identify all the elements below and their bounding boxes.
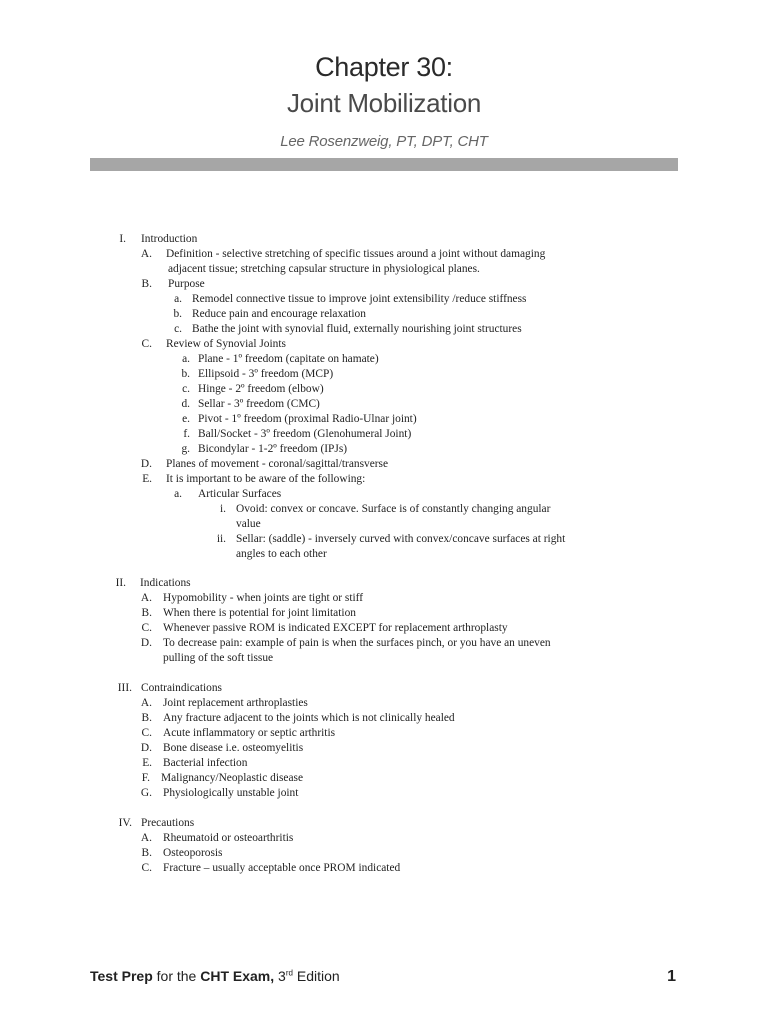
item-text: Definition - selective stretching of specific tissues around a joint without damaging: [166, 248, 546, 260]
item-marker: B.: [141, 847, 152, 859]
item-marker: C.: [141, 338, 152, 350]
section-marker: IV.: [118, 817, 132, 829]
subitem-text: Remodel connective tissue to improve joint extensibility /reduce stiffness: [192, 293, 527, 305]
subitem-text: Reduce pain and encourage relaxation: [192, 308, 366, 320]
item-text: When there is potential for joint limitation: [163, 607, 356, 619]
subitem-marker: a.: [174, 293, 182, 305]
item-text: Purpose: [168, 278, 205, 290]
subitem-marker: c.: [174, 323, 182, 335]
item-marker: B.: [141, 607, 152, 619]
header-rule: [90, 158, 678, 171]
subitem-text: Pivot - 1º freedom (proximal Radio-Ulnar joint): [198, 413, 417, 425]
item-text: Planes of movement - coronal/sagittal/transverse: [166, 458, 389, 470]
item-marker: C.: [141, 727, 152, 739]
item-text: Whenever passive ROM is indicated EXCEPT for replacement arthroplasty: [163, 622, 508, 634]
subitem-marker: a.: [174, 488, 182, 500]
subsubitem-text: Ovoid: convex or concave. Surface is of constantly changing angular: [236, 503, 551, 515]
item-text: Osteoporosis: [163, 847, 223, 859]
item-marker: C.: [141, 862, 152, 874]
subitem-marker: d.: [181, 398, 190, 410]
item-text: Hypomobility - when joints are tight or stiff: [163, 592, 364, 604]
section-marker: III.: [117, 682, 132, 694]
section-heading: Contraindications: [141, 682, 222, 694]
item-text: Joint replacement arthroplasties: [163, 697, 308, 709]
subitem-text: Articular Surfaces: [198, 488, 282, 500]
subitem-marker: f.: [183, 428, 190, 440]
item-text: Rheumatoid or osteoarthritis: [163, 832, 294, 844]
subitem-marker: c.: [182, 383, 190, 395]
item-text: It is important to be aware of the following:: [166, 473, 366, 485]
section-marker: I.: [119, 233, 126, 245]
item-marker: A.: [140, 832, 152, 844]
item-text-cont: adjacent tissue; stretching capsular structure in physiological planes.: [168, 263, 480, 275]
item-marker: D.: [140, 637, 152, 649]
item-text: Fracture – usually acceptable once PROM indicated: [163, 862, 401, 874]
item-marker: B.: [141, 712, 152, 724]
footer-edition-word: Edition: [292, 968, 340, 984]
item-marker: A.: [140, 248, 152, 260]
subitem-text: Sellar - 3º freedom (CMC): [198, 398, 320, 410]
item-text: Any fracture adjacent to the joints which is not clinically healed: [163, 712, 455, 724]
subitem-marker: b.: [181, 368, 190, 380]
subitem-text: Hinge - 2º freedom (elbow): [198, 383, 324, 395]
item-text: To decrease pain: example of pain is when the surfaces pinch, or you have an uneven: [163, 637, 551, 649]
subsubitem-marker: ii.: [216, 533, 226, 545]
subsubitem-text-cont: angles to each other: [236, 548, 327, 560]
footer-book-title: [90, 968, 340, 984]
subitem-text: Ellipsoid - 3º freedom (MCP): [198, 368, 334, 380]
item-text-cont: pulling of the soft tissue: [163, 652, 274, 664]
item-marker: A.: [140, 592, 152, 604]
subsubitem-text-cont: value: [236, 518, 261, 530]
subitem-text: Ball/Socket - 3º freedom (Glenohumeral Joint): [198, 428, 412, 440]
item-text: Acute inflammatory or septic arthritis: [163, 727, 336, 739]
item-text: Physiologically unstable joint: [163, 787, 299, 799]
page-number: 1: [667, 968, 676, 985]
chapter-title: Joint Mobilization: [286, 88, 482, 118]
section-marker: II.: [115, 577, 126, 589]
item-marker: E.: [142, 473, 152, 485]
footer-test-prep: Test Prep: [90, 968, 153, 984]
section-heading: Precautions: [141, 817, 195, 829]
item-marker: D.: [140, 458, 152, 470]
author-line: Lee Rosenzweig, PT, DPT, CHT: [280, 133, 488, 150]
subsubitem-text: Sellar: (saddle) - inversely curved with convex/concave surfaces at right: [236, 533, 566, 545]
footer-for-the: for the: [152, 968, 201, 984]
subitem-text: Bicondylar - 1-2º freedom (IPJs): [198, 443, 348, 455]
item-text: Malignancy/Neoplastic disease: [161, 772, 304, 784]
footer-cht-exam: CHT Exam,: [200, 968, 275, 984]
item-marker: D.: [140, 742, 152, 754]
item-marker: B.: [141, 278, 152, 290]
footer-edition-num: 3: [274, 968, 286, 984]
footer-edition-sup: rd: [285, 968, 293, 978]
subitem-marker: b.: [173, 308, 182, 320]
item-marker: F.: [141, 772, 150, 784]
subitem-text: Plane - 1º freedom (capitate on hamate): [198, 353, 379, 365]
subsubitem-marker: i.: [219, 503, 226, 515]
item-marker: E.: [142, 757, 152, 769]
section-heading: Indications: [140, 577, 191, 589]
subitem-marker: a.: [182, 353, 190, 365]
item-marker: C.: [141, 622, 152, 634]
subitem-text: Bathe the joint with synovial fluid, externally nourishing joint structures: [192, 323, 522, 335]
item-marker: A.: [140, 697, 152, 709]
item-text: Review of Synovial Joints: [166, 338, 286, 350]
item-text: Bacterial infection: [163, 757, 248, 769]
subitem-marker: g.: [181, 443, 190, 455]
item-text: Bone disease i.e. osteomyelitis: [163, 742, 304, 754]
section-heading: Introduction: [141, 233, 198, 245]
subitem-marker: e.: [182, 413, 190, 425]
item-marker: G.: [140, 787, 152, 799]
chapter-number: Chapter 30:: [315, 52, 453, 82]
